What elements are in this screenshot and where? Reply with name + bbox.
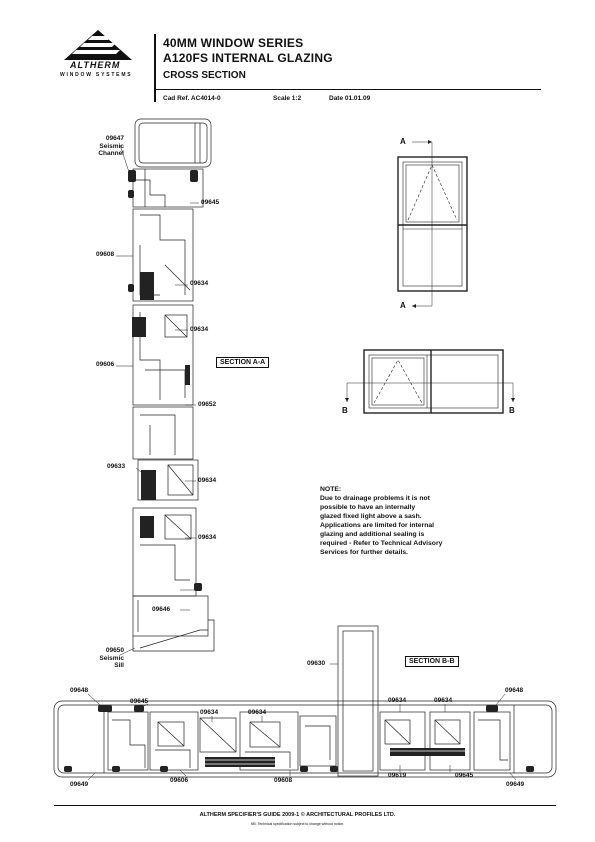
mark-b-left: B: [342, 406, 348, 415]
label-09606: 09606: [96, 361, 115, 368]
mark-a-bottom: A: [400, 301, 406, 310]
label-09634-c: 09634: [198, 477, 217, 484]
note-line: glazed fixed light above a sash.: [320, 513, 422, 520]
label-09634-a: 09634: [190, 280, 209, 287]
label-bot-09645: 09645: [455, 772, 474, 779]
label-bot-09608: 09608: [274, 777, 293, 784]
mark-a-top: A: [400, 137, 406, 146]
label-bot-09649-right: 09649: [506, 781, 525, 788]
label-top-09634-c: 09634: [388, 697, 407, 704]
label-bot-09619: 09619: [388, 772, 407, 779]
section-b-b-label: SECTION B-B: [405, 656, 459, 667]
date: Date 01.01.09: [329, 95, 371, 102]
logo-brand: ALTHERM: [70, 60, 121, 70]
label-09650: 09650 Seismic Sill: [99, 647, 124, 669]
section-a-a-label: SECTION A-A: [216, 357, 269, 368]
label-09633: 09633: [107, 463, 126, 470]
label-top-09645: 09645: [130, 698, 149, 705]
label-09630: 09630: [307, 660, 326, 667]
footer-line1: ALTHERM SPECIFIER'S GUIDE 2009-1 © ARCHITECTURAL PROFILES LTD.: [199, 812, 396, 818]
label-top-09634-a: 09634: [200, 709, 219, 716]
note-line: possible to have an internally: [320, 504, 416, 511]
note-line: glazing and additional sealing is: [320, 531, 425, 538]
label-09647: 09647 Seismic Channel: [98, 135, 124, 157]
label-09646: 09646: [152, 606, 171, 613]
footer-line2: NB. Technical specification subject to change without notice.: [250, 822, 345, 826]
subtitle: CROSS SECTION: [163, 70, 246, 81]
logo-sub: WINDOW SYSTEMS: [60, 72, 133, 78]
label-top-09634-d: 09634: [434, 697, 453, 704]
title-line2: A120FS INTERNAL GLAZING: [163, 51, 333, 65]
note-line: Applications are limited for internal: [320, 522, 435, 529]
label-bot-09649-left: 09649: [70, 781, 89, 788]
title-line1: 40MM WINDOW SERIES: [163, 36, 304, 50]
mark-b-right: B: [509, 406, 515, 415]
note-heading: NOTE:: [320, 486, 342, 493]
label-bot-09606: 09606: [170, 777, 189, 784]
label-top-09634-b: 09634: [248, 709, 267, 716]
label-09645: 09645: [201, 199, 220, 206]
footer-rule: [54, 805, 556, 806]
label-top-09648-left: 09648: [70, 687, 89, 694]
note-line: required - Refer to Technical Advisory: [320, 540, 443, 547]
note-line: Services for further details.: [320, 549, 409, 556]
label-09634-d: 09634: [198, 534, 217, 541]
label-09608-a: 09608: [96, 251, 115, 258]
label-top-09648-right: 09648: [505, 687, 524, 694]
scale: Scale 1:2: [273, 95, 302, 102]
cad-ref: Cad Ref. AC4014-0: [163, 95, 221, 102]
note-line: Due to drainage problems it is not: [320, 495, 430, 502]
label-09652: 09652: [198, 401, 217, 408]
label-09634-b: 09634: [190, 326, 209, 333]
